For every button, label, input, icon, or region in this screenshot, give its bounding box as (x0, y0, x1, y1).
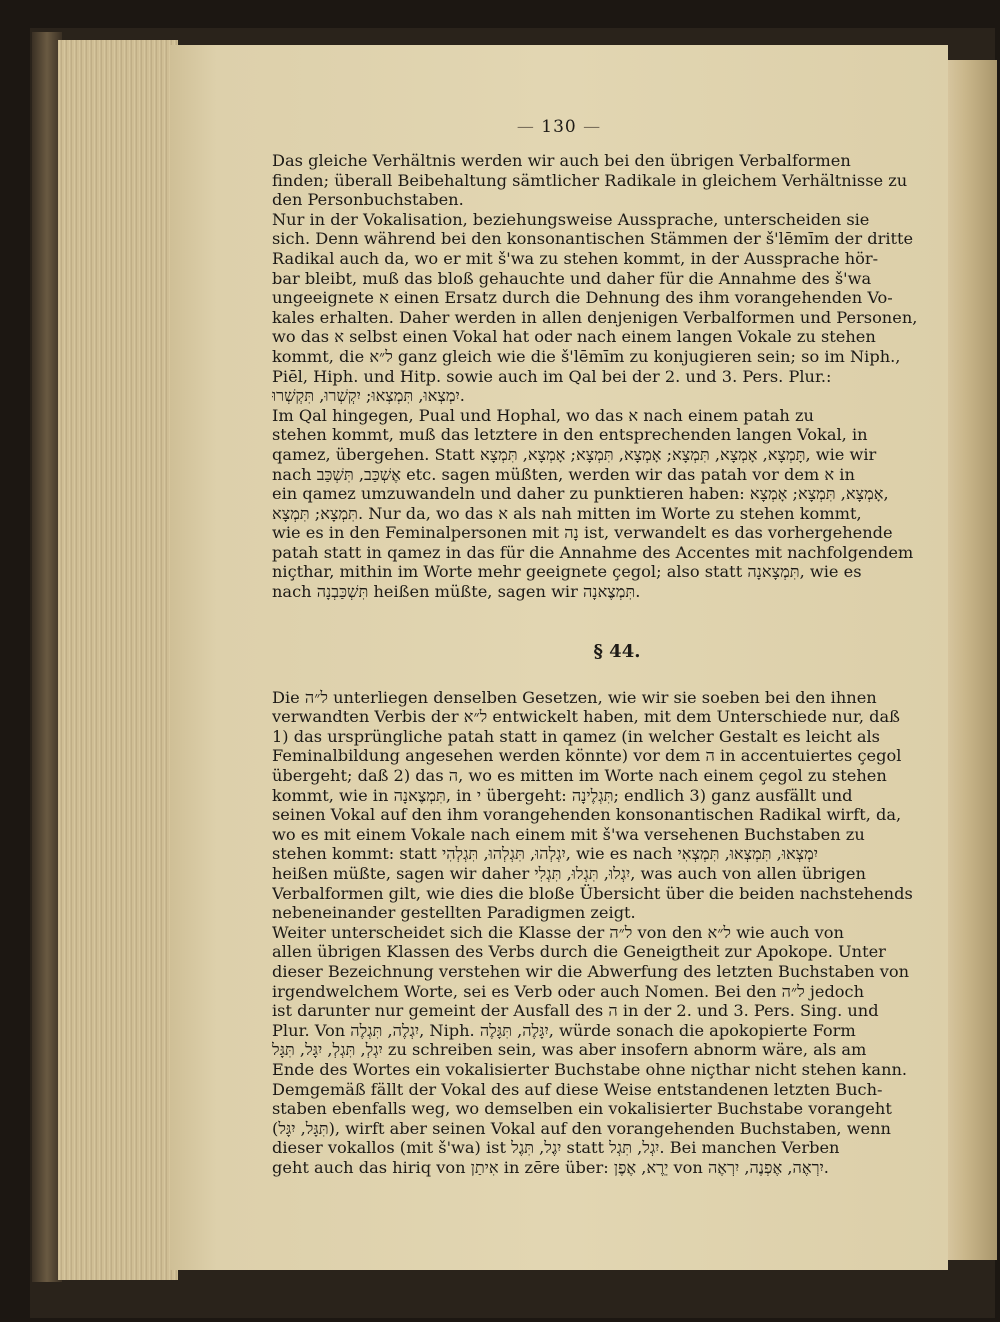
text-line: Plur. Von יִגְלֶה, תִּגְלֶה, Niph. יִגָּלֶה, תִּגָּלֶה, würde sonach die apokopierte Form (272, 1020, 856, 1040)
text-line: Feminalbildung angesehen werden könnte) vor dem ה in accentuiertes çegol (272, 746, 902, 766)
text-line: Ende des Wortes ein vokalisierter Buchstabe ohne niçthar nicht stehen kann. (272, 1059, 908, 1079)
paragraphs-after-section (272, 688, 922, 1178)
section-gap (272, 602, 922, 632)
page-number: 130 (541, 117, 577, 137)
text-line: irgendwelchem Worte, sei es Verb oder auch Nomen. Bei den ל״ה jedoch (272, 981, 865, 1001)
text-line: Verbalformen gilt, wie dies die bloße Übersicht über die beiden nachstehends (272, 883, 913, 903)
text-line: wo es mit einem Vokale nach einem mit š'wa versehenen Buchstaben zu (272, 824, 865, 844)
text-line: heißen müßte, sagen wir daher יִגְלוּ, תִּגְלוּ, תִּגְלִי, was auch von allen übrigen (272, 864, 866, 883)
text-line: ist darunter nur gemeint der Ausfall des ה in der 2. und 3. Pers. Sing. und (272, 1001, 879, 1021)
page-number-header (170, 117, 948, 137)
page-edges-left (58, 40, 178, 1280)
text-line: Im Qal hingegen, Pual und Hophal, wo das א nach einem patah zu (272, 405, 814, 425)
text-line: יִגְלְ, תִּגְלְ, יִגָּל, תִּגָּל zu schreiben sein, was aber insofern abnorm wäre, als am (272, 1040, 867, 1060)
text-line: Weiter unterscheidet sich die Klasse der ל״ה von den ל״א wie auch von (272, 922, 844, 942)
book-page (170, 45, 948, 1270)
text-line: wie es in den Feminalpersonen mit נָה ist, verwandelt es das vorhergehende (272, 523, 893, 543)
text-line: allen übrigen Klassen des Verbs durch die Geneigtheit zur Apokope. Unter (272, 942, 886, 962)
paragraphs-before-section (272, 151, 922, 602)
text-line: staben ebenfalls weg, wo demselben ein vokalisierter Buchstabe vorangeht (272, 1099, 892, 1119)
text-line: bar bleibt, muß das bloß gehauchte und daher für die Annahme des š'wa (272, 268, 872, 288)
text-line: Demgemäß fällt der Vokal des auf diese Weise entstandenen letzten Buch- (272, 1079, 883, 1099)
dash-left: — (516, 117, 542, 137)
section-heading: § 44. (593, 640, 641, 662)
text-line: תִּמְצָא; תִּמְצָא. Nur da, wo das א als nah mitten im Worte zu stehen kommt, (272, 503, 862, 523)
text-line: ein qamez umzuwandeln und daher zu punktieren haben: אָמְצָא, תִּמְצָא; אָמְצָא, (272, 484, 889, 504)
text-line: geht auch das hiriq von אִיתַן in zēre über: יֵרֶא, אֶפֶן von יִרְאֶה, אֶפְנֶה, יִרְאֶה. (272, 1157, 829, 1177)
dash-right: — (583, 117, 602, 137)
text-line: Das gleiche Verhältnis werden wir auch bei den übrigen Verbalformen (272, 151, 851, 170)
text-line: sich. Denn während bei den konsonantischen Stämmen der š'lēmīm der dritte (272, 229, 914, 249)
text-line: ungeeignete א einen Ersatz durch die Dehnung des ihm vorangehenden Vo- (272, 288, 893, 308)
text-line: יִמְצְאוּ, תִּמְצְאוּ; יִקְשְׁרוּ, תִּקְשְׁרוּ. (272, 386, 465, 406)
text-line: nach תִּשְׁכַּבְנָה heißen müßte, sagen wir תִּמְצֶאנָה. (272, 582, 641, 602)
text-line: finden; überall Beibehaltung sämtlicher Radikale in gleichem Verhältnisse zu (272, 170, 908, 190)
text-line: verwandten Verbis der ל״א entwickelt haben, mit dem Unterschiede nur, daß (272, 707, 900, 727)
text-line: qamez, übergehen. Statt תָּמְצָא, אָמְצָא, תִּמְצָא; אָמְצָא, תִּמְצָא; אָמְצָא, תִּמְצָא, wie wir (272, 444, 877, 464)
text-line: Radikal auch da, wo er mit š'wa zu stehen kommt, in der Aussprache hör- (272, 248, 879, 268)
text-line: nebeneinander gestellten Paradigmen zeigt. (272, 903, 636, 923)
text-line: (תִּגָּל, יִגָּל), wirft aber seinen Vokal auf den vorangehenden Buchstaben, wenn (272, 1118, 891, 1138)
page-edges-right (945, 60, 997, 1260)
text-line: kommt, die ל״א ganz gleich wie die š'lēmīm zu konjugieren sein; so im Niph., (272, 346, 901, 366)
text-line: niçthar, mithin im Worte mehr geeignete çegol; also statt תִּמְצָאנָה, wie es (272, 562, 862, 582)
body-text (272, 151, 922, 1178)
text-line: dieser Bezeichnung verstehen wir die Abwerfung des letzten Buchstaben von (272, 961, 910, 981)
text-line: übergeht; daß 2) das ה, wo es mitten im Worte nach einem çegol zu stehen (272, 766, 887, 786)
text-line: stehen kommt, muß das letztere in den entsprechenden langen Vokal, in (272, 425, 868, 445)
text-line: kales erhalten. Daher werden in allen denjenigen Verbalformen und Personen, (272, 307, 918, 327)
text-line: wo das א selbst einen Vokal hat oder nach einem langen Vokale zu stehen (272, 327, 876, 347)
section-gap-after (272, 672, 922, 688)
text-line: stehen kommt: statt יִגְלְהוּ, תִּגְלְהוּ, תִּגְלְהִי, wie es nach יִמְצְאוּ, תִּמְצְאוּ, תִּמְצְאִי (272, 844, 819, 864)
text-line: den Personbuchstaben. (272, 190, 464, 210)
text-line: seinen Vokal auf den ihm vorangehenden konsonantischen Radikal wirft, da, (272, 805, 902, 825)
text-line: patah statt in qamez in das für die Annahme des Accentes mit nachfolgendem (272, 542, 914, 562)
text-line: Die ל״ה unterliegen denselben Gesetzen, wie wir sie soeben bei den ihnen (272, 687, 877, 707)
text-line: kommt, wie in תִּמְצֶאנָה, in י übergeht: תִּגְלֶינָה; endlich 3) ganz ausfällt und (272, 785, 853, 805)
text-line: Piēl, Hiph. und Hitp. sowie auch im Qal bei der 2. und 3. Pers. Plur.: (272, 366, 832, 386)
text-line: 1) das ursprüngliche patah statt in qamez (in welcher Gestalt es leicht als (272, 726, 880, 746)
text-line: Nur in der Vokalisation, beziehungsweise Aussprache, unterscheiden sie (272, 209, 870, 229)
text-line: dieser vokallos (mit š'wa) ist יִגֶל, תִּגֶל statt יִגְל, תִּגְל. Bei manchen Verben (272, 1138, 840, 1158)
text-line: nach אֶשְׁכַּב, תִּשְׁכַּב etc. sagen müßten, werden wir das patah vor dem א in (272, 464, 855, 484)
